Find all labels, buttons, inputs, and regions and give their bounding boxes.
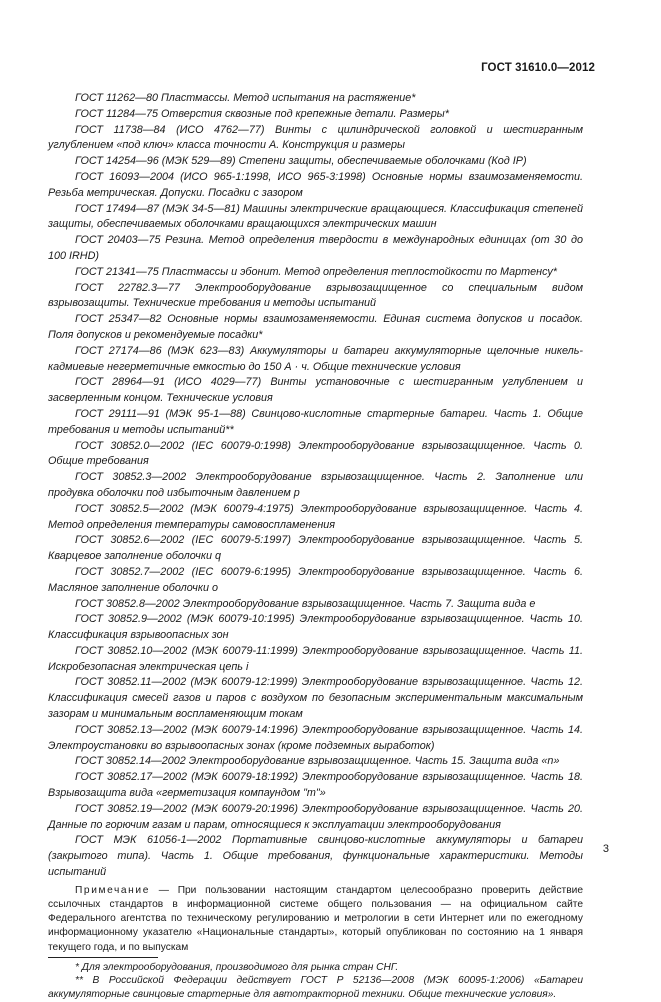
page-body: [48, 91, 583, 1002]
reference-item: ГОСТ 30852.7—2002 (IEC 60079-6:1995) Электрооборудование взрывозащищенное. Часть 6. Масляное заполнение оболочки о: [48, 565, 583, 594]
reference-item: ГОСТ 30852.5—2002 (МЭК 60079-4:1975) Электрооборудование взрывозащищенное. Часть 4. Метод определения температуры самовоспламенения: [48, 502, 583, 531]
reference-item: ГОСТ 11738—84 (ИСО 4762—77) Винты с цилиндрической головкой и шестигранным углублением «под ключ» класса точности А. Конструкция и размеры: [48, 123, 583, 152]
reference-item: ГОСТ 30852.17—2002 (МЭК 60079-18:1992) Электрооборудование взрывозащищенное. Часть 18. Взрывозащита вида «герметизация компаундом "m"»: [48, 771, 583, 800]
reference-item: ГОСТ 21341—75 Пластмассы и эбонит. Метод определения теплостойкости по Мартенсу*: [75, 265, 558, 278]
footnote-item: ** В Российской Федерации действует ГОСТ Р 52136—2008 (МЭК 60095-1:2006) «Батареи аккумуляторные свинцовые стартерные для автотракторной техники. Общие технические условия».: [48, 975, 583, 1001]
reference-item: ГОСТ 22782.3—77 Электрооборудование взрывозащищенное со специальным видом взрывозащиты. Технические требования и методы испытаний: [48, 281, 583, 310]
reference-item: ГОСТ 11262—80 Пластмассы. Метод испытания на растяжение*: [75, 92, 416, 104]
reference-item: ГОСТ 28964—91 (ИСО 4029—77) Винты установочные с шестигранным углублением и засверленным концом. Технические условия: [48, 376, 583, 405]
reference-item: ГОСТ 25347—82 Основные нормы взаимозаменяемости. Единая система допусков и посадок. Поля допусков и рекомендуемые посадки*: [48, 313, 583, 341]
reference-item: ГОСТ 30852.3—2002 Электрооборудование взрывозащищенное. Часть 2. Заполнение или продувка оболочки под избыточным давлением р: [48, 471, 583, 499]
reference-item: ГОСТ 14254—96 (МЭК 529—89) Степени защиты, обеспечиваемые оболочками (Код IP): [75, 155, 527, 168]
reference-item: ГОСТ 30852.13—2002 (МЭК 60079-14:1996) Электрооборудование взрывозащищенное. Часть 14. Электроустановки во взрывоопасных зонах (кроме подземных выработок): [48, 723, 583, 752]
reference-item: ГОСТ 30852.14—2002 Электрооборудование взрывозащищенное. Часть 15. Защита вида «n»: [75, 755, 560, 768]
note-lead: Примечание: [75, 884, 150, 896]
note-paragraph: [48, 884, 583, 955]
page-number: 3: [602, 843, 609, 855]
reference-item: ГОСТ 30852.6—2002 (IEC 60079-5:1997) Электрооборудование взрывозащищенное. Часть 5. Кварцевое заполнение оболочки q: [48, 534, 583, 563]
reference-item: ГОСТ 30852.9—2002 (МЭК 60079-10:1995) Электрооборудование взрывозащищенное. Часть 10. Классификация взрывоопасных зон: [48, 613, 583, 642]
note-text: — При пользовании настоящим стандартом целесообразно проверить действие ссылочных стандартов в информационной системе общего пользования — на официальном сайте Федерального агентства по техническому регулированию и метрологии в сети Интернет или по ежегодному информационному указателю «Национальные стандарты», который опубликован по состоянию на 1 января текущего года, и по выпускам: [48, 884, 583, 953]
document-number-header: ГОСТ 31610.0—2012: [481, 62, 595, 74]
reference-item: ГОСТ 29111—91 (МЭК 95-1—88) Свинцово-кислотные стартерные батареи. Часть 1. Общие требования и методы испытаний**: [48, 407, 583, 436]
reference-item: ГОСТ 30852.8—2002 Электрооборудование взрывозащищенное. Часть 7. Защита вида е: [75, 597, 536, 610]
reference-item: ГОСТ 30852.11—2002 (МЭК 60079-12:1999) Электрооборудование взрывозащищенное. Часть 12. Классификация смесей газов и паров с воздухом по безопасным экспериментальным максимальным зазорам и минимальным воспламеняющим токам: [48, 676, 583, 721]
reference-item: ГОСТ 30852.10—2002 (МЭК 60079-11:1999) Электрооборудование взрывозащищенное. Часть 11. Искробезопасная электрическая цепь i: [48, 644, 583, 673]
reference-item: ГОСТ 11284—75 Отверстия сквозные под крепежные детали. Размеры*: [75, 107, 449, 120]
reference-item: ГОСТ 30852.19—2002 (МЭК 60079-20:1996) Электрооборудование взрывозащищенное. Часть 20. Данные по горючим газам и парам, относящиеся к эксплуатации электрооборудования: [48, 802, 583, 831]
reference-item: ГОСТ 17494—87 (МЭК 34-5—81) Машины электрические вращающиеся. Классификация степеней защиты, обеспечиваемых оболочками вращающихся электрических машин: [48, 202, 583, 231]
footnote-item: * Для электрооборудования, производимого для рынка стран СНГ.: [75, 961, 399, 973]
footnotes-list: [48, 961, 583, 1002]
reference-item: ГОСТ 27174—86 (МЭК 623—83) Аккумуляторы и батареи аккумуляторные щелочные никель-кадмиевые негерметичные емкостью до 150 А · ч. Общие технические условия: [48, 344, 583, 373]
reference-item: ГОСТ МЭК 61056-1—2002 Портативные свинцово-кислотные аккумуляторы и батареи (закрытого типа). Часть 1. Общие требования, функциональные характеристики. Методы испытаний: [48, 834, 583, 879]
footnote-divider: [48, 957, 158, 958]
reference-item: ГОСТ 30852.0—2002 (IEC 60079-0:1998) Электрооборудование взрывозащищенное. Часть 0. Общие требования: [48, 439, 583, 468]
reference-item: ГОСТ 16093—2004 (ИСО 965-1:1998, ИСО 965-3:1998) Основные нормы взаимозаменяемости. Резьба метрическая. Допуски. Посадки с зазором: [48, 170, 583, 199]
reference-item: ГОСТ 20403—75 Резина. Метод определения твердости в международных единицах (от 30 до 100 IRHD): [48, 234, 583, 262]
normative-references-list: [48, 91, 583, 881]
